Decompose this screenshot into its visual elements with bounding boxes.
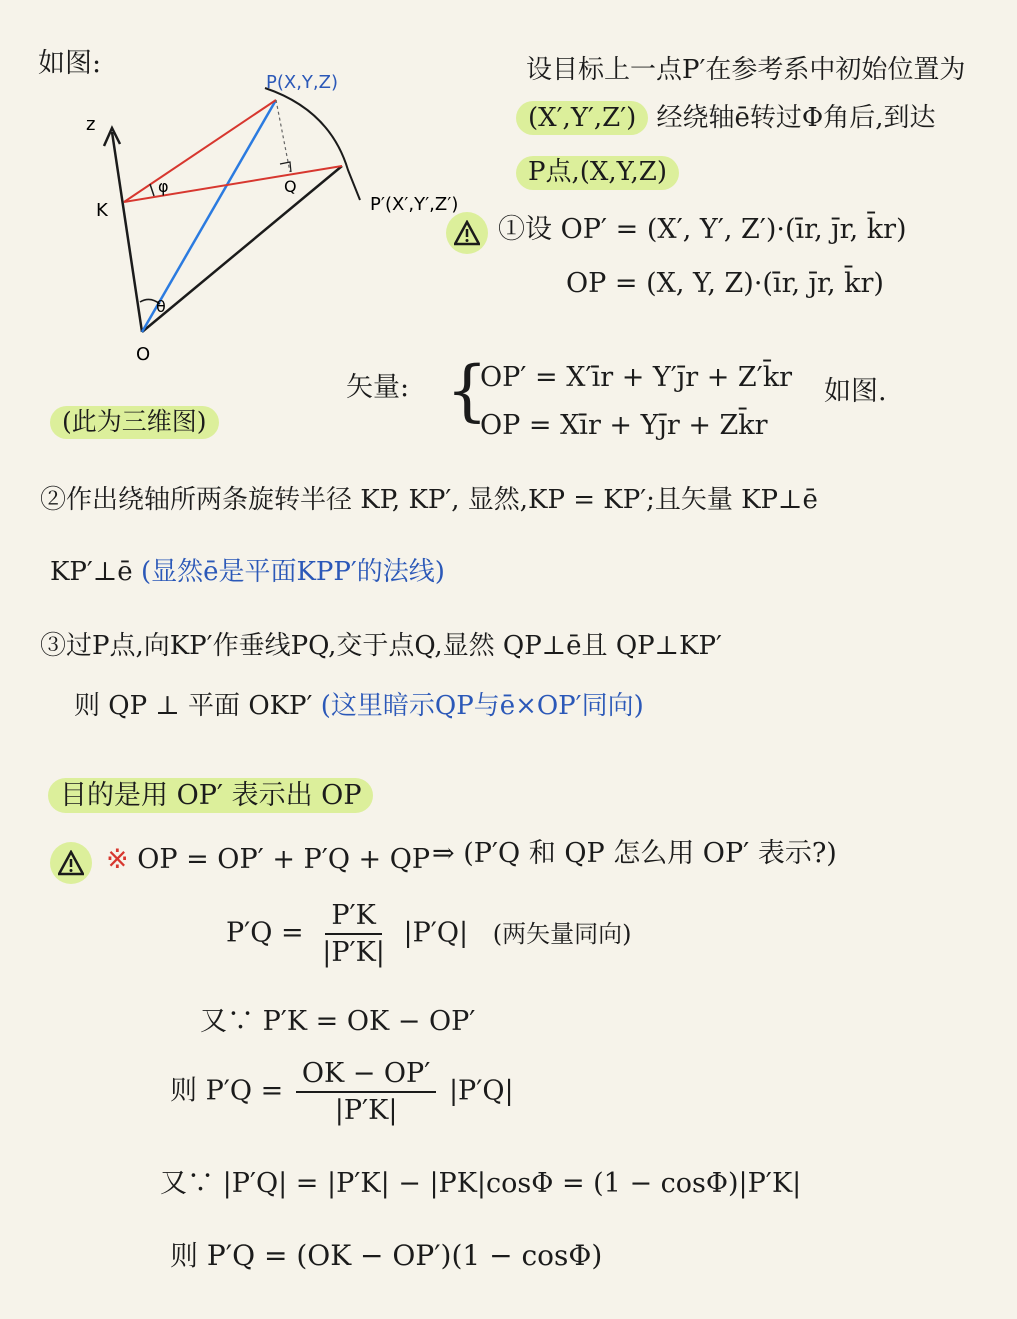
op-prime-line: [142, 166, 342, 332]
pk-equation-line: [200, 1006, 475, 1037]
pq-fraction: [316, 900, 391, 968]
pk-equation: P′K = OK − OP′: [262, 1006, 476, 1037]
system-brace: {: [446, 352, 488, 429]
step2-line-1: ②作出绕轴所两条旋转半径 KP, KP′, 显然,KP = KP′;且矢量 KP⊥ē: [40, 485, 818, 515]
kp-prime-line: [124, 166, 342, 202]
you-label: 又∵: [200, 1006, 254, 1037]
point-o-label: O: [136, 344, 151, 365]
step1-line-1: [498, 214, 907, 245]
pq-numerator: P′K: [325, 900, 381, 935]
vector-note: 如图.: [824, 376, 887, 407]
rotation-diagram: [80, 60, 460, 390]
final-point-highlight: P点,(X,Y,Z): [516, 156, 679, 190]
ze1-lhs: P′Q =: [205, 1075, 284, 1107]
magnitude-equation-line: [160, 1168, 801, 1199]
final-equation-line: [170, 1240, 602, 1272]
important-mark: ※: [106, 844, 129, 875]
step2-blue-note: (显然ē是平面KPP′的法线): [140, 557, 445, 587]
ze1-numerator: OK − OP′: [296, 1058, 437, 1093]
vector-eq1: OP′ = X′īr + Y′j̄r + Z′k̄r: [480, 362, 793, 393]
theta-label: θ: [156, 297, 166, 316]
ze1-tail: |P′Q|: [448, 1075, 514, 1107]
warning-icon: [446, 212, 488, 254]
pq-perpendicular: [276, 100, 290, 172]
derivation-eq1: OP = OP′ + P′Q + QP: [137, 844, 431, 875]
step1-eq2: OP = (X, Y, Z)·(īr, j̄r, k̄r): [566, 268, 884, 299]
you2-label: 又∵: [160, 1168, 214, 1199]
step2-line-2-text: KP′⊥ē: [50, 557, 133, 587]
kp-line: [124, 100, 276, 202]
point-k-label: K: [96, 200, 108, 221]
ze2-label: 则: [170, 1239, 199, 1272]
step1-eq1: OP′ = (X′, Y′, Z′)·(īr, j̄r, k̄r): [560, 214, 907, 245]
phi-angle-arc: [150, 184, 154, 196]
magnitude-equation: |P′Q| = |P′K| − |PK|cosΦ = (1 − cosΦ)|P′K|: [222, 1168, 802, 1199]
vector-label: 矢量:: [346, 372, 410, 403]
rotation-arc: [265, 88, 360, 200]
derivation-eq1-line: [106, 844, 430, 875]
step1-prefix: ①设: [498, 214, 552, 245]
z-axis: [112, 132, 142, 332]
ze1-denominator: |P′K|: [334, 1095, 398, 1127]
intro-line-2: [516, 104, 936, 134]
intro-line-2-text: 经绕轴ē转过Φ角后,到达: [656, 103, 936, 133]
initial-coords-highlight: (X′,Y′,Z′): [516, 101, 648, 135]
step3-blue-note: (这里暗示QP与ē×OP′同向): [320, 691, 644, 721]
step3-line-1: ③过P点,向KP′作垂线PQ,交于点Q,显然 QP⊥ē且 QP⊥KP′: [40, 631, 722, 661]
goal-highlight: 目的是用 OP′ 表示出 OP: [48, 778, 373, 813]
pq-equation: [226, 900, 631, 968]
pq-note: (两矢量同向): [492, 919, 632, 948]
phi-label: φ: [158, 177, 169, 196]
ze1-label: 则: [170, 1075, 197, 1107]
warning-icon-2: [50, 842, 92, 884]
derivation-eq1-note: ⇒ (P′Q 和 QP 怎么用 OP′ 表示?): [432, 838, 837, 869]
pq-lhs: P′Q =: [226, 917, 304, 949]
z-axis-label: z: [86, 114, 96, 135]
point-q-label: Q: [284, 177, 297, 196]
ze1-fraction: [296, 1058, 437, 1126]
diagram-note: (此为三维图): [50, 406, 219, 439]
pq-tail: |P′Q|: [403, 917, 469, 949]
step3-line-2-text: 则 QP ⊥ 平面 OKP′: [74, 691, 313, 721]
pq-denominator: |P′K|: [322, 937, 385, 969]
point-p-label: P(X,Y,Z): [266, 72, 338, 93]
intro-line-1: 设目标上一点P′在参考系中初始位置为: [526, 55, 966, 85]
step2-line-2: [50, 558, 445, 588]
final-equation: P′Q = (OK − OP′)(1 − cosΦ): [206, 1239, 603, 1272]
vector-eq2: OP = Xīr + Yj̄r + Zk̄r: [480, 410, 768, 441]
point-p-prime-label: P′(X′,Y′,Z′): [370, 194, 459, 215]
step3-line-2: [74, 692, 644, 722]
ze1-equation: [170, 1058, 514, 1126]
diagram-title: 如图:: [38, 48, 102, 79]
